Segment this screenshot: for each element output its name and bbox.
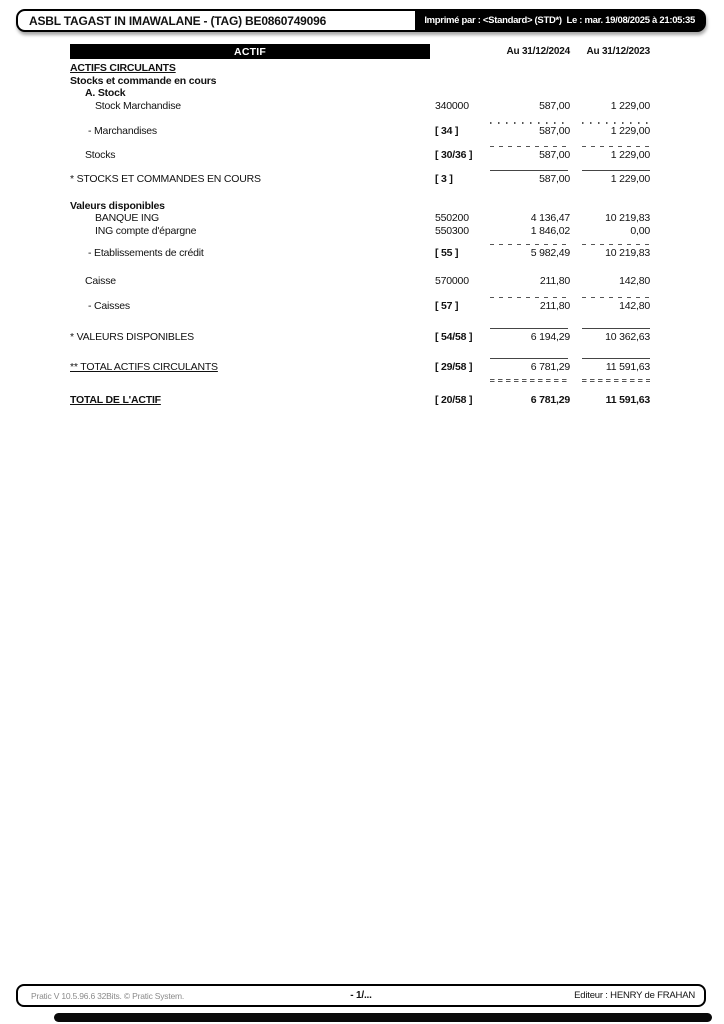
separator-line bbox=[490, 122, 568, 124]
separator-line bbox=[582, 170, 650, 171]
row-label: Stocks et commande en cours bbox=[70, 74, 217, 87]
separator-line bbox=[490, 379, 568, 383]
footer-software-version: Pratic V 10.5.96.6 32Bits. © Pratic System. bbox=[31, 990, 185, 1001]
page-footer bbox=[16, 984, 706, 1007]
column-header-2023: Au 31/12/2023 bbox=[586, 46, 650, 57]
separator-line bbox=[582, 244, 650, 245]
report-row bbox=[70, 125, 658, 138]
row-label: - Etablissements de crédit bbox=[88, 247, 204, 259]
value-2024: 1 846,02 bbox=[530, 224, 570, 237]
row-label: ACTIFS CIRCULANTS bbox=[70, 62, 176, 74]
value-2023: 11 591,63 bbox=[605, 393, 650, 406]
value-2023: 1 229,00 bbox=[610, 173, 650, 185]
value-2023: 142,80 bbox=[619, 274, 650, 287]
value-2024: 211,80 bbox=[539, 300, 570, 312]
report-row bbox=[70, 361, 658, 374]
value-2024: 6 781,29 bbox=[530, 393, 570, 406]
company-title: ASBL TAGAST IN IMAWALANE - (TAG) BE0860749096 bbox=[29, 13, 327, 28]
value-2024: 6 194,29 bbox=[530, 330, 570, 343]
separator-line bbox=[490, 328, 568, 329]
separator-line bbox=[490, 170, 568, 171]
row-account-code: [ 20/58 ] bbox=[435, 393, 473, 406]
report-row bbox=[70, 149, 658, 162]
separator-line bbox=[582, 146, 650, 147]
separator-line bbox=[582, 358, 650, 359]
row-account-code: [ 54/58 ] bbox=[435, 330, 473, 343]
report-row bbox=[70, 212, 658, 225]
row-label: TOTAL DE L'ACTIF bbox=[70, 393, 161, 406]
row-account-code: [ 55 ] bbox=[435, 247, 459, 259]
report-row bbox=[70, 62, 658, 75]
row-account-code: [ 57 ] bbox=[435, 300, 459, 312]
report-row bbox=[70, 275, 658, 288]
value-2023: 142,80 bbox=[619, 300, 650, 312]
row-label: ING compte d'épargne bbox=[95, 224, 197, 237]
report-row bbox=[70, 300, 658, 313]
row-account-code: [ 3 ] bbox=[435, 173, 453, 185]
row-account-code: 550300 bbox=[435, 224, 469, 237]
separator-line bbox=[490, 146, 568, 147]
value-2024: 587,00 bbox=[539, 173, 570, 185]
value-2024: 5 982,49 bbox=[530, 247, 570, 259]
report-row bbox=[70, 75, 658, 88]
row-label: * STOCKS ET COMMANDES EN COURS bbox=[70, 173, 261, 185]
separator-row bbox=[70, 377, 658, 382]
row-account-code: 550200 bbox=[435, 212, 469, 224]
row-account-code: 570000 bbox=[435, 274, 469, 287]
print-info-box bbox=[415, 11, 704, 30]
report-rows bbox=[70, 62, 658, 406]
column-header-2024: Au 31/12/2024 bbox=[506, 46, 570, 57]
row-label: Stock Marchandise bbox=[95, 99, 181, 112]
report-row bbox=[70, 247, 658, 260]
report-row bbox=[70, 225, 658, 238]
value-2023: 10 362,63 bbox=[605, 330, 650, 343]
value-2024: 6 781,29 bbox=[530, 361, 570, 373]
value-2024: 587,00 bbox=[539, 148, 570, 161]
row-label: Caisse bbox=[85, 274, 116, 287]
report-row bbox=[70, 200, 658, 213]
value-2024: 211,80 bbox=[539, 274, 570, 287]
row-label: - Marchandises bbox=[88, 125, 157, 137]
row-account-code: [ 29/58 ] bbox=[435, 361, 473, 373]
footer-page-number: - 1/... bbox=[350, 990, 372, 1001]
value-2023: 0,00 bbox=[630, 224, 650, 237]
value-2023: 1 229,00 bbox=[610, 148, 650, 161]
value-2023: 1 229,00 bbox=[610, 99, 650, 112]
separator-line bbox=[490, 358, 568, 359]
row-account-code: 340000 bbox=[435, 99, 469, 112]
row-label: Valeurs disponibles bbox=[70, 199, 165, 212]
value-2024: 587,00 bbox=[539, 125, 570, 137]
row-label: ** TOTAL ACTIFS CIRCULANTS bbox=[70, 361, 218, 373]
row-label: A. Stock bbox=[85, 87, 126, 99]
report-row bbox=[70, 87, 658, 100]
row-label: * VALEURS DISPONIBLES bbox=[70, 330, 194, 343]
separator-line bbox=[582, 297, 650, 298]
print-info-text: Imprimé par : <Standard> (STD*) Le : mar. 19/08/2025 à 21:05:35 bbox=[424, 15, 695, 26]
row-label: BANQUE ING bbox=[95, 212, 159, 224]
footer-editor: Editeur : HENRY de FRAHAN bbox=[574, 990, 695, 1001]
actif-section-title: ACTIF bbox=[234, 45, 266, 58]
separator-line bbox=[582, 122, 650, 124]
value-2023: 10 219,83 bbox=[605, 247, 650, 259]
value-2024: 4 136,47 bbox=[530, 212, 570, 224]
page-bottom-shadow bbox=[54, 1013, 712, 1022]
page-header bbox=[16, 9, 706, 32]
report-row bbox=[70, 394, 658, 407]
report-row bbox=[70, 173, 658, 186]
separator-line bbox=[490, 244, 568, 245]
actif-section-bar bbox=[70, 44, 430, 59]
row-account-code: [ 30/36 ] bbox=[435, 148, 473, 161]
separator-line bbox=[582, 328, 650, 329]
value-2023: 1 229,00 bbox=[610, 125, 650, 137]
separator-line bbox=[490, 297, 568, 298]
value-2024: 587,00 bbox=[539, 99, 570, 112]
value-2023: 10 219,83 bbox=[605, 212, 650, 224]
row-label: - Caisses bbox=[88, 300, 130, 312]
separator-line bbox=[582, 379, 650, 383]
value-2023: 11 591,63 bbox=[605, 361, 650, 373]
row-label: Stocks bbox=[85, 148, 116, 161]
report-row bbox=[70, 331, 658, 344]
report-row bbox=[70, 100, 658, 113]
row-account-code: [ 34 ] bbox=[435, 125, 459, 137]
